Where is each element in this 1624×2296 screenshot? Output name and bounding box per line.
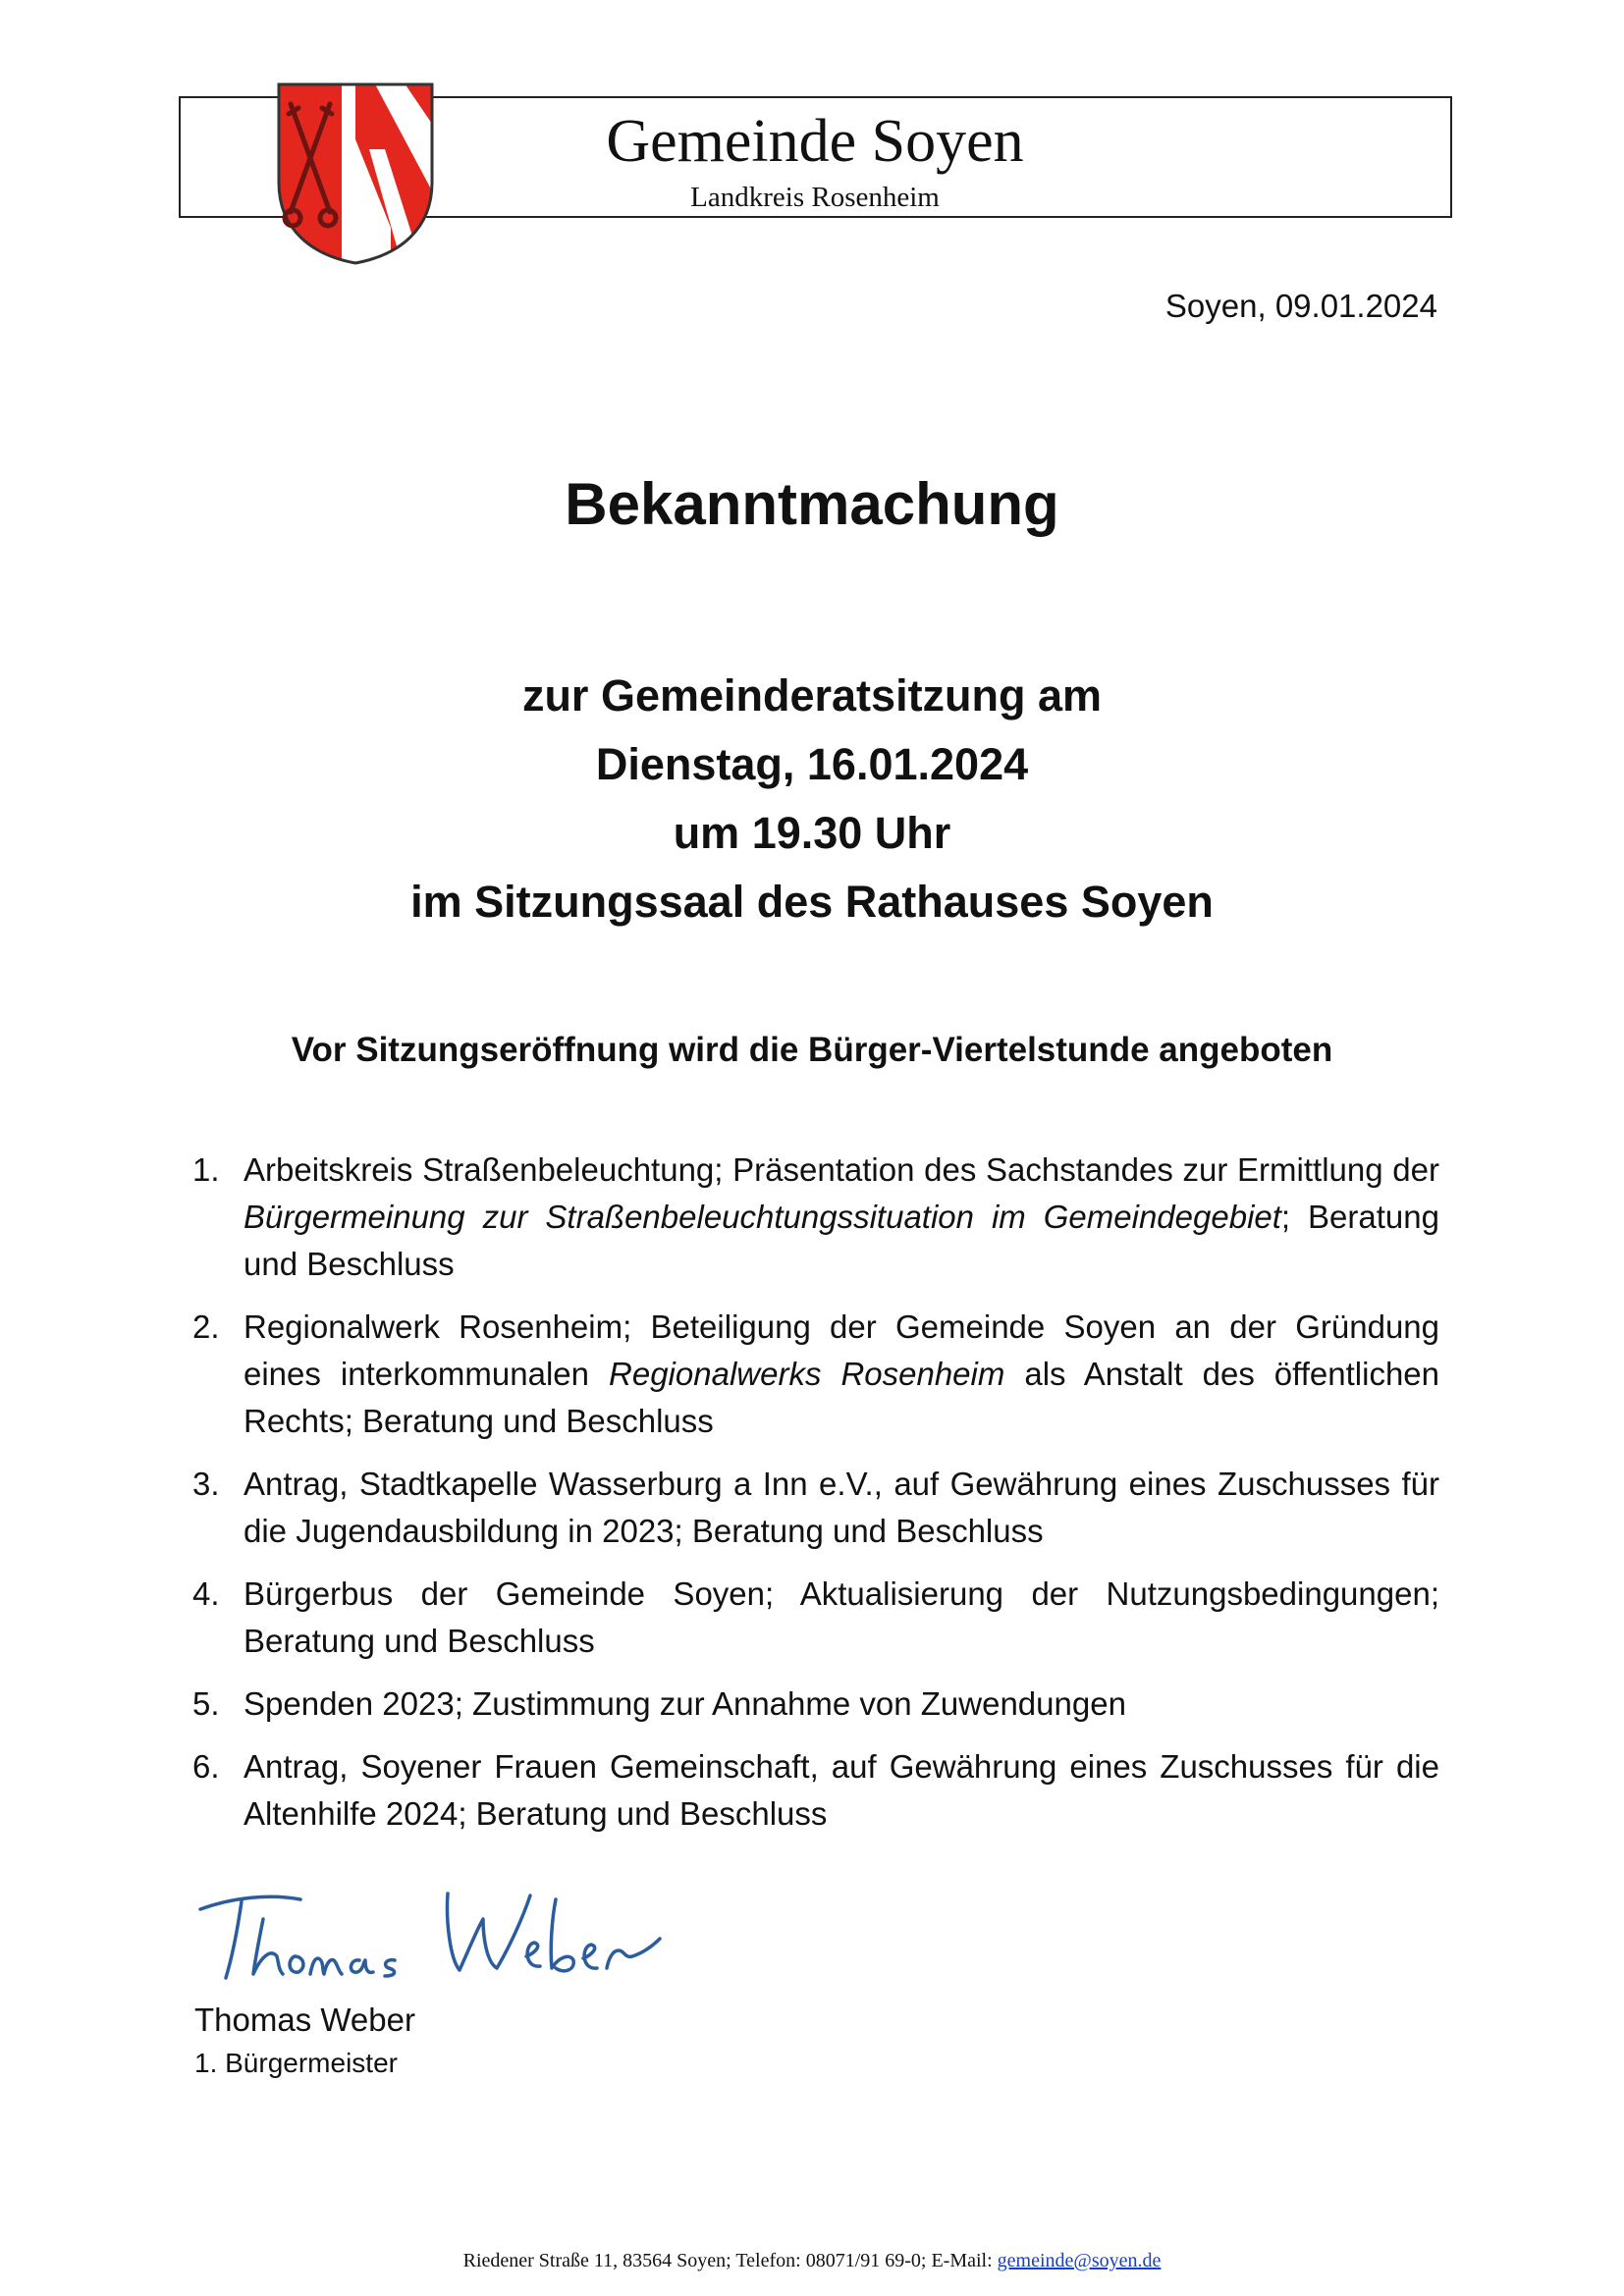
agenda-number: 4. bbox=[192, 1575, 220, 1612]
agenda-number: 5. bbox=[192, 1685, 220, 1722]
agenda-number: 2. bbox=[192, 1308, 220, 1345]
agenda-text: Antrag, Soyener Frauen Gemeinschaft, auf Gewährung eines Zuschusses für die Altenhilfe 2024; Beratung und Beschluss bbox=[244, 1748, 1439, 1832]
footer-email-link[interactable]: gemeinde@soyen.de bbox=[997, 2250, 1162, 2271]
page-title: Bekanntmachung bbox=[565, 471, 1059, 537]
document-date: Soyen, 09.01.2024 bbox=[1164, 288, 1437, 324]
municipality-name: Gemeinde Soyen bbox=[606, 108, 1024, 175]
agenda-text: Bürgerbus der Gemeinde Soyen; Aktualisierung der Nutzungsbedingungen; Beratung und Beschluss bbox=[244, 1575, 1439, 1659]
meeting-info bbox=[0, 662, 1624, 936]
meeting-location: im Sitzungssaal des Rathauses Soyen bbox=[410, 877, 1214, 927]
agenda-number: 3. bbox=[192, 1466, 220, 1502]
signer-role: 1. Bürgermeister bbox=[194, 2048, 398, 2078]
district-name: Landkreis Rosenheim bbox=[690, 182, 940, 213]
citizen-quarter-hour-note: Vor Sitzungseröffnung wird die Bürger-Viertelstunde angeboten bbox=[291, 1031, 1333, 1069]
meeting-line-1: zur Gemeinderatsitzung am bbox=[521, 670, 1103, 721]
meeting-date: Dienstag, 16.01.2024 bbox=[595, 739, 1029, 789]
agenda-number: 6. bbox=[192, 1748, 220, 1785]
agenda-list bbox=[192, 1147, 1439, 1853]
agenda-item bbox=[192, 1743, 1439, 1838]
agenda-text: Regionalwerk Rosenheim; Beteiligung der Gemeinde Soyen an der Gründung eines interkommunalen Regionalwerks Rosenheim als Anstalt des öffentlichen Rechts; Beratung und Beschluss bbox=[244, 1308, 1439, 1439]
agenda-number: 1. bbox=[192, 1151, 220, 1188]
footer-address: Riedener Straße 11, 83564 Soyen; Telefon: 08071/91 69-0; E-Mail: bbox=[462, 2250, 998, 2271]
signer-name: Thomas Weber bbox=[194, 2002, 415, 2038]
agenda-text: Arbeitskreis Straßenbeleuchtung; Präsentation des Sachstandes zur Ermittlung der Bürgermeinung zur Straßenbeleuchtungssituation im Gemeindegebiet; Beratung und Beschluss bbox=[244, 1151, 1439, 1282]
handwritten-signature bbox=[192, 1880, 664, 1988]
agenda-text: Spenden 2023; Zustimmung zur Annahme von Zuwendungen bbox=[244, 1685, 1126, 1722]
footer-contact bbox=[0, 2248, 1624, 2273]
agenda-item bbox=[192, 1304, 1439, 1445]
agenda-item bbox=[192, 1681, 1439, 1728]
meeting-time: um 19.30 Uhr bbox=[673, 808, 951, 858]
agenda-text: Antrag, Stadtkapelle Wasserburg a Inn e.V., auf Gewährung eines Zuschusses für die Jugendausbildung in 2023; Beratung und Beschluss bbox=[244, 1466, 1439, 1549]
agenda-item bbox=[192, 1461, 1439, 1555]
agenda-item bbox=[192, 1147, 1439, 1288]
coat-of-arms-icon bbox=[275, 80, 436, 267]
agenda-item bbox=[192, 1571, 1439, 1665]
